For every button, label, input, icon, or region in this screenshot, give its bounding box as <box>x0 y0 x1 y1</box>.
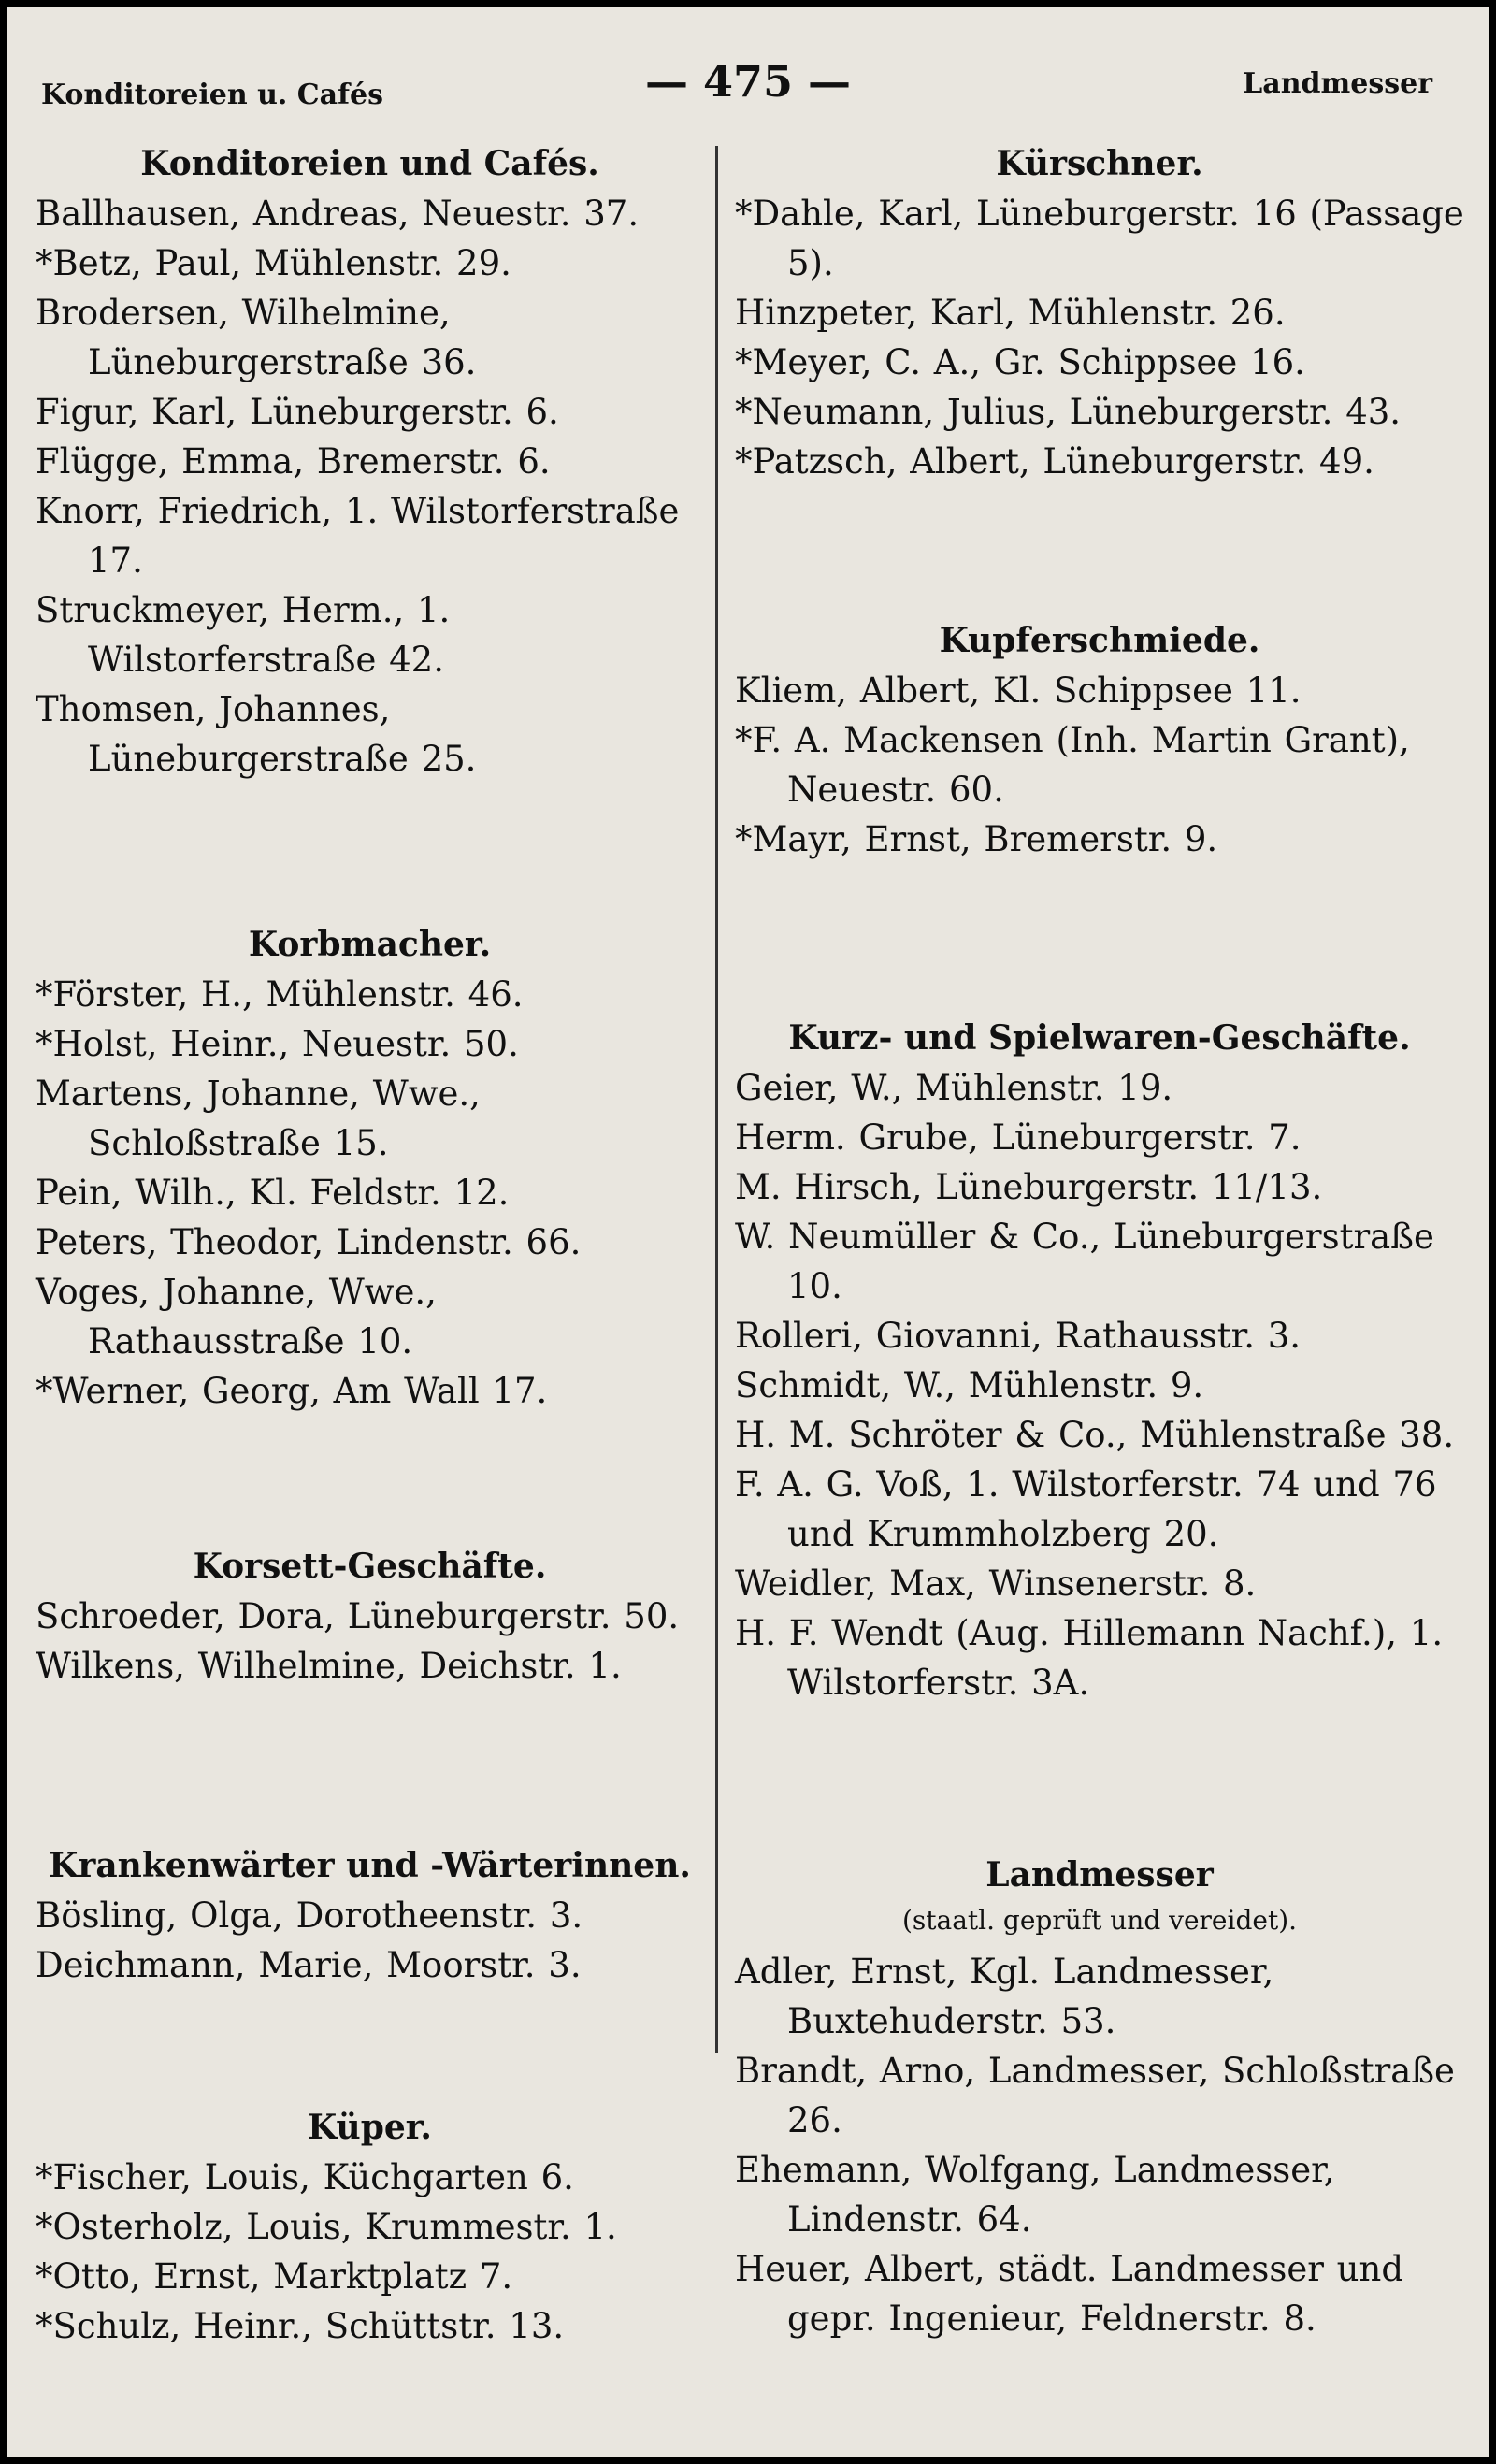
section-kurzwaren <box>735 1013 1464 1708</box>
entry: H. M. Schröter & Co., Mühlenstraße 38. <box>735 1415 1455 1455</box>
entry: Flügge, Emma, Bremerstr. 6. <box>36 441 551 482</box>
entry: *Schulz, Heinr., Schüttstr. 13. <box>36 2306 565 2346</box>
entry: *Neumann, Julius, Lüneburgerstr. 43. <box>735 392 1402 432</box>
entry: *Otto, Ernst, Marktplatz 7. <box>36 2256 513 2297</box>
section-landmesser <box>735 1850 1464 2343</box>
entry: Geier, W., Mühlenstr. 19. <box>735 1068 1173 1108</box>
section-heading: Kurz- und Spielwaren-Geschäfte. <box>788 1018 1411 1058</box>
entry: Hinzpeter, Karl, Mühlenstr. 26. <box>735 293 1286 333</box>
entry: Brandt, Arno, Landmesser, Schloßstraße 26. <box>735 2051 1455 2140</box>
entry: Wilkens, Wilhelmine, Deichstr. 1. <box>36 1646 622 1686</box>
running-head <box>7 56 1489 112</box>
entry: Deichmann, Marie, Moorstr. 3. <box>36 1945 582 1985</box>
section-heading: Küper. <box>308 2108 432 2147</box>
entry: Weidler, Max, Winsenerstr. 8. <box>735 1563 1257 1604</box>
entry: *F. A. Mackensen (Inh. Martin Grant), Neuestr. 60. <box>735 720 1410 810</box>
entry: *Betz, Paul, Mühlenstr. 29. <box>36 243 511 283</box>
entry: W. Neumüller & Co., Lüneburgerstraße 10. <box>735 1217 1434 1306</box>
entry: *Werner, Georg, Am Wall 17. <box>36 1371 548 1411</box>
section-konditoreien <box>36 138 704 784</box>
entry: F. A. G. Voß, 1. Wilstorferstr. 74 und 76 und Krummholzberg 20. <box>735 1464 1437 1554</box>
entry: Herm. Grube, Lüneburgerstr. 7. <box>735 1117 1302 1158</box>
entry: M. Hirsch, Lüneburgerstr. 11/13. <box>735 1167 1323 1207</box>
entry: Martens, Johanne, Wwe., Schloßstraße 15. <box>36 1073 481 1163</box>
page-number: — 475 — <box>644 56 852 107</box>
column-divider <box>715 146 718 2053</box>
entry: Figur, Karl, Lüneburgerstr. 6. <box>36 392 559 432</box>
section-krankenwaerter <box>36 1840 704 1990</box>
entry: Ehemann, Wolfgang, Landmesser, Lindenstr. 64. <box>735 2150 1335 2240</box>
section-subheading: (staatl. geprüft und vereidet). <box>901 1905 1298 1936</box>
entry: Thomsen, Johannes, Lüneburgerstraße 25. <box>36 689 477 779</box>
entry: Struckmeyer, Herm., 1. Wilstorferstraße 42. <box>36 590 451 680</box>
entry: *Mayr, Ernst, Bremerstr. 9. <box>735 819 1218 859</box>
section-korsett <box>36 1541 704 1691</box>
entry: Peters, Theodor, Lindenstr. 66. <box>36 1222 582 1262</box>
entry: *Fischer, Louis, Küchgarten 6. <box>36 2157 574 2197</box>
section-heading: Konditoreien und Cafés. <box>140 144 599 183</box>
section-korbmacher <box>36 919 704 1416</box>
section-heading: Krankenwärter und -Wärterinnen. <box>49 1846 691 1885</box>
page <box>7 7 1489 2457</box>
entry: *Patzsch, Albert, Lüneburgerstr. 49. <box>735 441 1374 482</box>
running-head-left: Konditoreien u. Cafés <box>41 79 384 111</box>
section-heading: Korsett-Geschäfte. <box>193 1547 547 1586</box>
entry: Heuer, Albert, städt. Landmesser und gepr. Ingenieur, Feldnerstr. 8. <box>735 2249 1404 2339</box>
entry: Schroeder, Dora, Lüneburgerstr. 50. <box>36 1596 680 1636</box>
entry: Voges, Johanne, Wwe., Rathausstraße 10. <box>36 1272 437 1362</box>
entry: *Förster, H., Mühlenstr. 46. <box>36 974 524 1015</box>
section-heading: Kupferschmiede. <box>939 621 1260 660</box>
section-heading: Kürschner. <box>996 144 1203 183</box>
running-head-right: Landmesser <box>1243 67 1432 100</box>
section-heading: Landmesser <box>985 1855 1214 1895</box>
entry: *Meyer, C. A., Gr. Schippsee 16. <box>735 342 1305 382</box>
entry: *Osterholz, Louis, Krummestr. 1. <box>36 2207 617 2247</box>
entry: Rolleri, Giovanni, Rathausstr. 3. <box>735 1316 1302 1356</box>
section-kupferschmiede <box>735 615 1464 864</box>
section-kuerschner <box>735 138 1464 486</box>
entry: Kliem, Albert, Kl. Schippsee 11. <box>735 670 1302 711</box>
entry: *Holst, Heinr., Neuestr. 50. <box>36 1024 519 1064</box>
entry: *Dahle, Karl, Lüneburgerstr. 16 (Passage 5). <box>735 194 1464 283</box>
entry: Adler, Ernst, Kgl. Landmesser, Buxtehuderstr. 53. <box>735 1952 1274 2041</box>
entry: H. F. Wendt (Aug. Hillemann Nachf.), 1. Wilstorferstr. 3A. <box>735 1613 1444 1703</box>
section-heading: Korbmacher. <box>248 925 492 964</box>
entry: Bösling, Olga, Dorotheenstr. 3. <box>36 1895 583 1936</box>
entry: Pein, Wilh., Kl. Feldstr. 12. <box>36 1173 510 1213</box>
entry: Schmidt, W., Mühlenstr. 9. <box>735 1365 1204 1405</box>
section-kueper <box>36 2102 704 2351</box>
entry: Ballhausen, Andreas, Neuestr. 37. <box>36 194 640 234</box>
entry: Brodersen, Wilhelmine, Lüneburgerstraße 36. <box>36 293 477 382</box>
entry: Knorr, Friedrich, 1. Wilstorferstraße 17. <box>36 491 680 581</box>
